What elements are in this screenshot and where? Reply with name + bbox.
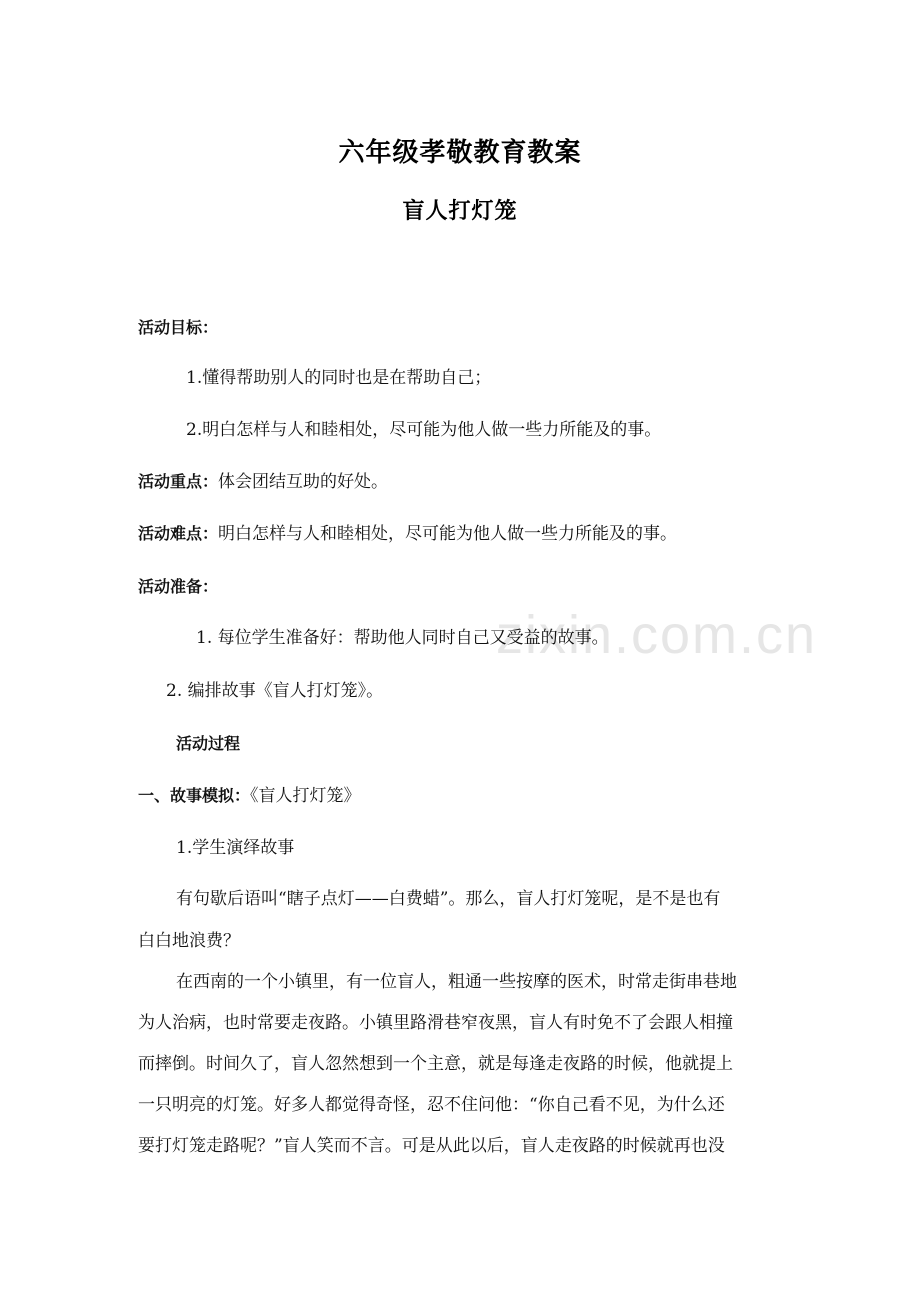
document-title: 六年级孝敬教育教案	[338, 138, 582, 168]
paragraph-line: 为人治病，也时常要走夜路。小镇里路滑巷窄夜黑，盲人有时免不了会跟人相撞	[138, 1013, 733, 1033]
key-point-text: 体会团结互助的好处。	[218, 472, 389, 492]
paragraph-line: 而摔倒。时间久了，盲人忽然想到一个主意，就是每逢走夜路的时候，他就提上	[138, 1054, 733, 1074]
watermark: zixin.com.cn	[496, 605, 818, 665]
paragraph-line: 在西南的一个小镇里，有一位盲人，粗通一些按摩的医术，时常走街串巷地	[176, 972, 737, 992]
difficulty-label: 活动难点：	[138, 524, 219, 543]
paragraph-line: 要打灯笼走路呢？”盲人笑而不言。可是从此以后，盲人走夜路的时候就再也没	[138, 1136, 725, 1156]
prep-heading: 活动准备：	[138, 577, 219, 596]
process-heading: 活动过程	[176, 734, 241, 753]
goal-item-2: 2.明白怎样与人和睦相处，尽可能为他人做一些力所能及的事。	[186, 420, 662, 440]
difficulty-row	[138, 522, 677, 546]
paragraph-line: 白白地浪费？	[138, 931, 240, 951]
goal-item-1: 1.懂得帮助别人的同时也是在帮助自己；	[186, 368, 492, 388]
prep-item-2: 2. 编排故事《盲人打灯笼》。	[166, 681, 384, 701]
step-1: 1.学生演绎故事	[176, 838, 295, 858]
section-1-text: 《盲人打灯笼》	[250, 786, 361, 806]
section-1-row	[138, 784, 361, 808]
key-point-row	[138, 470, 388, 494]
document-subtitle: 盲人打灯笼	[402, 199, 518, 224]
difficulty-text: 明白怎样与人和睦相处，尽可能为他人做一些力所能及的事。	[218, 524, 678, 544]
paragraph-line: 一只明亮的灯笼。好多人都觉得奇怪，忍不住问他：“你自己看不见，为什么还	[138, 1095, 725, 1115]
goals-heading: 活动目标：	[138, 318, 219, 337]
paragraph-line: 有句歇后语叫“瞎子点灯——白费蜡”。那么，盲人打灯笼呢，是不是也有	[176, 889, 721, 909]
key-point-label: 活动重点：	[138, 472, 219, 491]
section-1-label: 一、故事模拟：	[138, 786, 251, 805]
prep-item-1: 1. 每位学生准备好：帮助他人同时自己又受益的故事。	[196, 628, 609, 648]
